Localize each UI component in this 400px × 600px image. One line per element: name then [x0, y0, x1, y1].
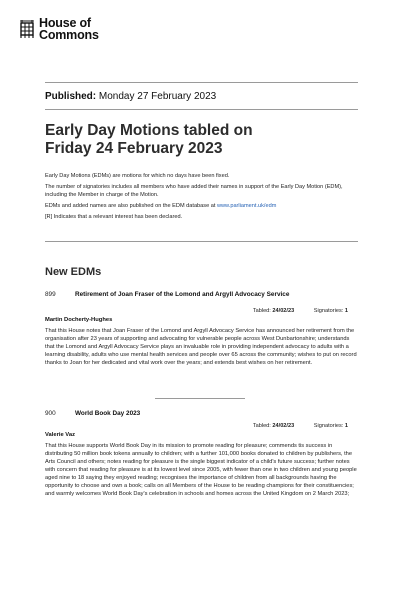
edm-number: 900 — [45, 410, 56, 417]
signatories-label: Signatories: — [313, 308, 344, 314]
intro-database-note — [45, 202, 360, 210]
edm-header — [45, 290, 360, 300]
divider — [45, 109, 358, 110]
logo-text — [39, 17, 99, 41]
logo-line-1: House of — [39, 16, 91, 30]
edm-meta — [45, 306, 360, 316]
intro-notes — [45, 172, 360, 224]
database-note-text: EDMs and added names are also published on the EDM database at — [45, 203, 217, 209]
intro-definition: Early Day Motions (EDMs) are motions for which no days have been fixed. — [45, 173, 230, 179]
signatories-count: 1 — [344, 308, 348, 314]
title-line-2: Friday 24 February 2023 — [45, 140, 223, 157]
published-date: Monday 27 February 2023 — [98, 91, 217, 102]
edm-motion-text: That this House notes that Joan Fraser of the Lomond and Argyll Advocacy Service has announced her retirement from the organisation after 23 years of supporting and advocating for vulnerable people across West Dunbartonshire; understands that the Lomond and Argyll Advocacy Service plays an invaluable role in providing independent advocacy to adults with a learning disability, adults who use mental health services and people over 65 across the community; wishes to put on record thanks to Joan for her dedicated and vital work over the years; and extends best wishes on her retirement. — [45, 328, 357, 366]
edm-motion-text: That this House supports World Book Day in its mission to promote reading for pleasure; commends tis success in distributing 50 million book tokens annually to children; with a further 101,000 books donated to children by publishers, the Arts Council and others; notes reading for pleasure is the single biggest indicator of a child's future success; further notes with concern that reading for pleasure is at its lowest level since 2005, with fewer than one in two children and young people aged nine to 18 saying they enjoyed reading; recognises the importance of children from all backgrounds having the opportunity to choose and own a book; calls on all Members of the House to be reading champions for their constituencies; and warmly welcomes World Book Day's celebration in schools and homes across the United Kingdom on 2 March 2023; — [45, 443, 357, 497]
intro-signatories-note: The number of signatories includes all members who have added their names in support of the Early Day Motion (EDM), including the Member in charge of the Motion. — [45, 184, 343, 198]
signatories-count: 1 — [344, 423, 348, 429]
edm-number: 899 — [45, 291, 56, 298]
portcullis-icon — [19, 19, 35, 41]
edm-header — [45, 409, 360, 419]
house-of-commons-logo — [19, 17, 99, 41]
signatories-label: Signatories: — [313, 423, 344, 429]
divider — [45, 241, 358, 242]
edm-member: Martin Docherty-Hughes — [45, 317, 113, 323]
edm-member: Valerie Vaz — [45, 432, 75, 438]
tabled-date: 24/02/23 — [272, 308, 295, 314]
page-title — [45, 122, 365, 158]
tabled-label: Tabled: — [252, 308, 271, 314]
edm-title: Retirement of Joan Fraser of the Lomond and Argyll Advocacy Service — [75, 291, 290, 298]
entry-separator — [155, 398, 245, 399]
published-label: Published: — [45, 91, 97, 102]
new-edms-heading: New EDMs — [45, 266, 102, 278]
divider — [45, 82, 358, 83]
published-line — [45, 91, 216, 102]
logo-line-2: Commons — [39, 28, 99, 42]
edm-meta — [45, 421, 360, 431]
intro-interest-note: [R] Indicates that a relevant interest has been declared. — [45, 214, 183, 220]
edm-entry — [45, 290, 360, 367]
tabled-date: 24/02/23 — [272, 423, 295, 429]
edm-title: World Book Day 2023 — [75, 410, 141, 417]
tabled-label: Tabled: — [252, 423, 271, 429]
edm-database-link[interactable]: www.parliament.uk/edm — [216, 203, 277, 209]
title-line-1: Early Day Motions tabled on — [45, 122, 253, 139]
edm-entry — [45, 409, 360, 498]
